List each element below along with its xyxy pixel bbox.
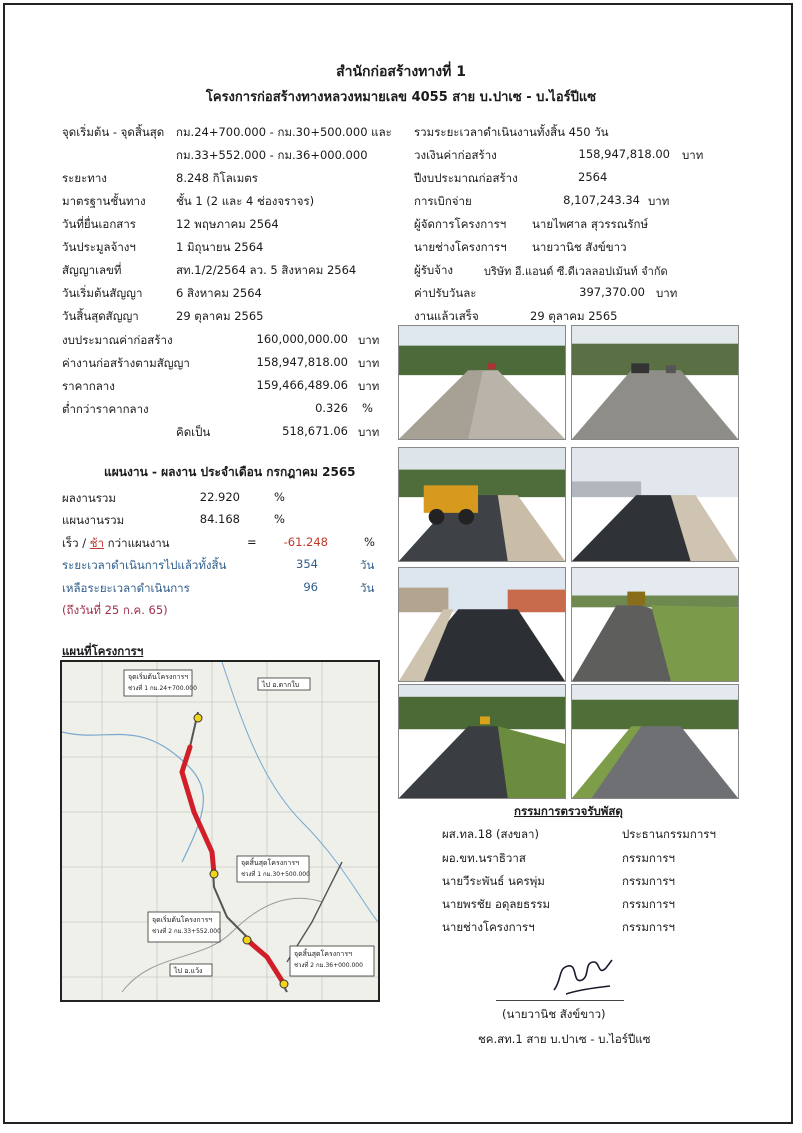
info-unit: บาท (682, 148, 704, 162)
info-label: จุดเริ่มต้น - จุดสิ้นสุด (62, 125, 165, 139)
map-label-start2-sub: ช่วงที่ 2 กม.33+552.000 (152, 928, 221, 935)
info-label: ปีงบประมาณก่อสร้าง (414, 171, 518, 185)
budget-label: ต่ำกว่าราคากลาง (62, 402, 149, 416)
road-photo (398, 684, 566, 799)
info-value: นายไพศาล สุวรรณรักษ์ (532, 217, 649, 231)
member-role: กรรมการฯ (622, 897, 675, 911)
member-role: กรรมการฯ (622, 874, 675, 888)
info-label: ระยะทาง (62, 171, 107, 185)
project-title: โครงการก่อสร้างทางหลวงหมายเลข 4055 สาย บ.ปาเซ - บ.ไอร์ปีแซ (205, 90, 597, 105)
elapsed-unit: วัน (360, 558, 375, 572)
elapsed-label: ระยะเวลาดำเนินการไปแล้วทั้งสิ้น (62, 558, 227, 572)
info-value: 6 สิงหาคม 2564 (176, 286, 262, 300)
budget-value: 518,671.06 (282, 424, 348, 438)
map-label-to: ไป อ.ตากใบ (262, 681, 300, 689)
info-label: วันประมูลจ้างฯ (62, 240, 136, 254)
info-label: มาตรฐานชั้นทาง (62, 194, 146, 208)
road-photo (398, 325, 566, 440)
map-label-to2: ไป อ.แว้ง (174, 967, 203, 975)
budget-value: 159,466,489.06 (256, 378, 348, 392)
info-unit: บาท (656, 286, 678, 300)
road-photo (571, 325, 739, 440)
signature-line (496, 1000, 624, 1001)
info-value: 29 ตุลาคม 2565 (176, 309, 264, 323)
member-name: นายพรชัย อดุลยธรรม (442, 897, 551, 911)
info-value: 397,370.00 (579, 285, 645, 299)
info-value: 29 ตุลาคม 2565 (530, 309, 618, 323)
diff-label-slow: ช้า (89, 536, 105, 550)
elapsed-value: 354 (296, 557, 318, 571)
budget-value: 0.326 (315, 401, 348, 415)
signature-mark (548, 950, 618, 1000)
info-value: สท.1/2/2564 ลว. 5 สิงหาคม 2564 (176, 263, 357, 277)
info-label: สัญญาเลขที่ (62, 263, 122, 277)
page-title: สำนักก่อสร้างทางที่ 1 (336, 64, 466, 80)
map-label-end1-sub: ช่วงที่ 1 กม.30+500.000 (241, 871, 310, 878)
budget-unit: บาท (358, 379, 380, 393)
member-role: ประธานกรรมการฯ (622, 827, 716, 841)
info-label: ผู้รับจ้าง (414, 263, 454, 277)
plan-value: 84.168 (199, 512, 240, 526)
info-label: นายช่างโครงการฯ (414, 240, 507, 254)
info-value: นายวานิช สังข์ขาว (532, 240, 627, 254)
diff-label (62, 535, 170, 553)
info-value: 8,107,243.34 (563, 193, 640, 207)
map-label-end2-sub: ช่วงที่ 2 กม.36+000.000 (294, 962, 363, 969)
diff-value: -61.248 (283, 535, 328, 549)
info-label: วันเริ่มต้นสัญญา (62, 286, 143, 300)
signer-position: ชค.สท.1 สาย บ.ปาเซ - บ.ไอร์ปีแซ (478, 1032, 651, 1046)
map-title: แผนที่โครงการฯ (62, 644, 144, 658)
info-value: กม.33+552.000 - กม.36+000.000 (176, 148, 368, 162)
member-name: ผส.ทล.18 (สงขลา) (442, 827, 539, 841)
info-label: รวมระยะเวลาดำเนินงานทั้งสิ้น 450 วัน (414, 125, 609, 139)
member-role: กรรมการฯ (622, 920, 675, 934)
budget-label: คิดเป็น (176, 425, 211, 439)
road-photo (571, 684, 739, 799)
info-label: วันสิ้นสุดสัญญา (62, 309, 139, 323)
info-value: 12 พฤษภาคม 2564 (176, 217, 279, 231)
diff-label-rest: กว่าแผนงาน (104, 536, 170, 550)
info-label: วันที่ยื่นเอกสาร (62, 217, 136, 231)
info-label: ค่าปรับวันละ (414, 286, 477, 300)
budget-label: ราคากลาง (62, 379, 115, 393)
as-of-date: (ถึงวันที่ 25 ก.ค. 65) (62, 603, 168, 617)
plan-label: แผนงานรวม (62, 513, 125, 527)
info-value: 2564 (578, 170, 608, 184)
diff-label-fast: เร็ว / (62, 536, 90, 550)
info-label: วงเงินค่าก่อสร้าง (414, 148, 497, 162)
budget-unit: บาท (358, 425, 380, 439)
plan-unit: % (274, 512, 285, 526)
info-value: กม.24+700.000 - กม.30+500.000 และ (176, 125, 392, 139)
map-label-start1: จุดเริ่มต้นโครงการฯ (128, 673, 189, 681)
actual-value: 22.920 (199, 490, 240, 504)
remain-unit: วัน (360, 581, 375, 595)
diff-equals: = (247, 535, 257, 549)
member-name: นายช่างโครงการฯ (442, 920, 535, 934)
info-value: 8.248 กิโลเมตร (176, 171, 258, 185)
remain-value: 96 (303, 580, 318, 594)
budget-unit: บาท (358, 356, 380, 370)
budget-label: งบประมาณค่าก่อสร้าง (62, 333, 173, 347)
committee-title: กรรมการตรวจรับพัสดุ (514, 804, 623, 818)
map-label-end2: จุดสิ้นสุดโครงการฯ (294, 950, 353, 958)
project-map (60, 660, 380, 1002)
road-photo (398, 567, 566, 682)
budget-unit: บาท (358, 333, 380, 347)
info-label: งานแล้วเสร็จ (414, 309, 479, 323)
budget-unit: % (362, 401, 373, 415)
info-unit: บาท (648, 194, 670, 208)
road-photo (571, 567, 739, 682)
progress-title: แผนงาน - ผลงาน ประจำเดือน กรกฎาคม 2565 (104, 465, 356, 479)
member-role: กรรมการฯ (622, 851, 675, 865)
member-name: นายวีระพันธ์ นครพุ่ม (442, 874, 545, 888)
remain-label: เหลือระยะเวลาดำเนินการ (62, 581, 190, 595)
info-label: การเบิกจ่าย (414, 194, 472, 208)
actual-label: ผลงานรวม (62, 491, 116, 505)
member-name: ผอ.ขท.นราธิวาส (442, 851, 526, 865)
info-value: บริษัท อี.แอนด์ ซี.ดีเวลลอปเม้นท์ จำกัด (484, 265, 668, 278)
budget-value: 158,947,818.00 (256, 355, 348, 369)
info-value: ชั้น 1 (2 และ 4 ช่องจราจร) (176, 194, 315, 208)
info-value: 1 มิถุนายน 2564 (176, 240, 264, 254)
actual-unit: % (274, 490, 285, 504)
map-label-start2: จุดเริ่มต้นโครงการฯ (152, 916, 213, 924)
map-label-start1-sub: ช่วงที่ 1 กม.24+700.000 (128, 685, 197, 692)
diff-unit: % (364, 535, 375, 549)
budget-label: ค่างานก่อสร้างตามสัญญา (62, 356, 190, 370)
map-label-end1: จุดสิ้นสุดโครงการฯ (241, 859, 300, 867)
budget-value: 160,000,000.00 (256, 332, 348, 346)
road-photo (398, 447, 566, 562)
info-label: ผู้จัดการโครงการฯ (414, 217, 507, 231)
signer-name: (นายวานิช สังข์ขาว) (502, 1007, 606, 1021)
info-value: 158,947,818.00 (578, 147, 670, 161)
road-photo (571, 447, 739, 562)
